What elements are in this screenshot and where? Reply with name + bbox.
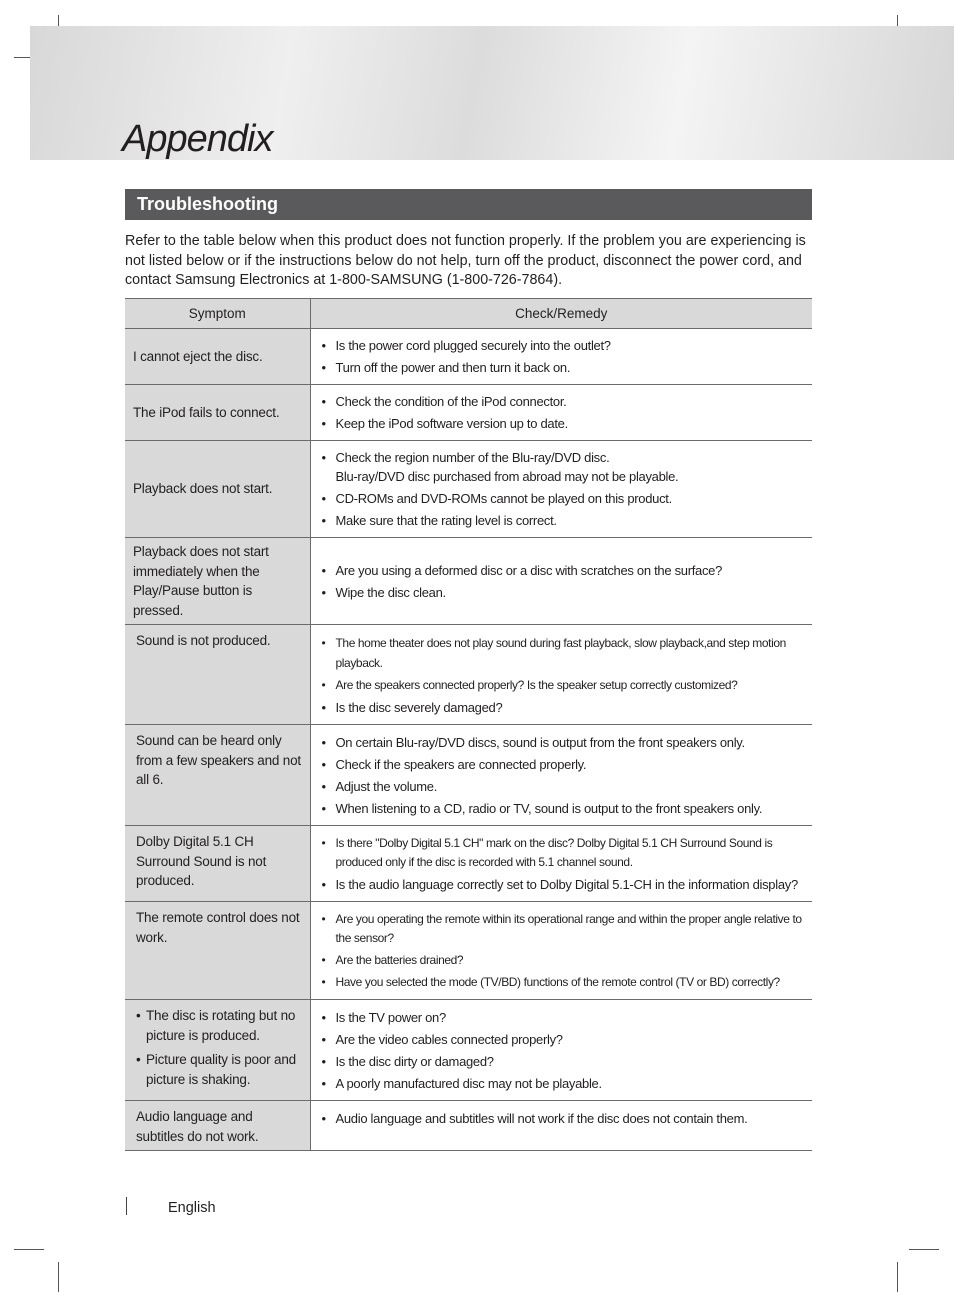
table-row (125, 1000, 812, 1101)
symptom-cell: The iPod fails to connect. (125, 385, 310, 441)
symptom-item: • Picture quality is poor and picture is shaking. (136, 1050, 302, 1089)
crop-mark (897, 1262, 898, 1292)
remedy-item: • Have you selected the mode (TV/BD) functions of the remote control (TV or BD) correctly? (321, 973, 803, 992)
remedy-item: • Are you using a deformed disc or a disc with scratches on the surface? (321, 561, 803, 580)
table-row (125, 725, 812, 826)
symptom-cell: The remote control does not work. (125, 902, 310, 1000)
remedy-item (321, 448, 803, 486)
remedy-item: • The home theater does not play sound during fast playback, slow playback,and step motion playback. (321, 633, 803, 673)
table-row (125, 441, 812, 538)
symptom-cell (125, 1000, 310, 1101)
remedy-cell (310, 902, 812, 1000)
remedy-item: • Are the video cables connected properly? (321, 1030, 803, 1049)
table-header-row (125, 299, 812, 329)
remedy-cell (310, 826, 812, 902)
remedy-item: • Is the power cord plugged securely into the outlet? (321, 336, 803, 355)
symptom-cell: Playback does not start. (125, 441, 310, 538)
crop-mark (58, 1262, 59, 1292)
remedy-cell (310, 1101, 812, 1151)
remedy-item: • Make sure that the rating level is correct. (321, 511, 803, 530)
remedy-item: • Are the speakers connected properly? Is the speaker setup correctly customized? (321, 676, 803, 695)
remedy-cell (310, 385, 812, 441)
column-header-remedy: Check/Remedy (310, 299, 812, 329)
crop-mark (909, 1249, 939, 1250)
symptom-item: • The disc is rotating but no picture is produced. (136, 1006, 302, 1045)
column-header-symptom: Symptom (125, 299, 310, 329)
remedy-item: • Are the batteries drained? (321, 951, 803, 970)
remedy-cell (310, 329, 812, 385)
crop-mark (14, 1249, 44, 1250)
table-row (125, 826, 812, 902)
remedy-item: • Are you operating the remote within its operational range and within the proper angle relative to the sensor? (321, 910, 803, 948)
remedy-item: • On certain Blu-ray/DVD discs, sound is output from the front speakers only. (321, 733, 803, 752)
symptom-cell: Sound is not produced. (125, 625, 310, 725)
remedy-item: • Keep the iPod software version up to date. (321, 414, 803, 433)
remedy-subtext: Blu-ray/DVD disc purchased from abroad may not be playable. (335, 469, 679, 484)
remedy-cell (310, 538, 812, 625)
symptom-cell: I cannot eject the disc. (125, 329, 310, 385)
table-row (125, 902, 812, 1000)
symptom-cell: Dolby Digital 5.1 CH Surround Sound is not produced. (125, 826, 310, 902)
remedy-cell (310, 725, 812, 826)
table-row (125, 538, 812, 625)
remedy-cell (310, 1000, 812, 1101)
remedy-cell (310, 625, 812, 725)
remedy-item: • Audio language and subtitles will not work if the disc does not contain them. (321, 1109, 803, 1128)
remedy-item: • Is the TV power on? (321, 1008, 803, 1027)
remedy-cell (310, 441, 812, 538)
remedy-item: • A poorly manufactured disc may not be playable. (321, 1074, 803, 1093)
remedy-item: • Is the disc dirty or damaged? (321, 1052, 803, 1071)
remedy-item: • Turn off the power and then turn it back on. (321, 358, 803, 377)
section-title: Troubleshooting (125, 189, 812, 220)
table-row (125, 1101, 812, 1151)
remedy-text: Check the region number of the Blu-ray/DVD disc. (335, 450, 610, 465)
symptom-cell: Sound can be heard only from a few speakers and not all 6. (125, 725, 310, 826)
table-row (125, 625, 812, 725)
intro-paragraph: Refer to the table below when this product does not function properly. If the problem you are experiencing is not listed below or if the instructions below do not help, turn off the product, disconnect the power cord, and contact Samsung Electronics at 1-800-SAMSUNG (1-800-726-7864). (125, 233, 806, 288)
remedy-item: • When listening to a CD, radio or TV, sound is output to the front speakers only. (321, 799, 803, 818)
remedy-item: • Adjust the volume. (321, 777, 803, 796)
footer-language: English (168, 1200, 216, 1216)
symptom-cell: Playback does not start immediately when the Play/Pause button is pressed. (125, 538, 310, 625)
remedy-item: • Check the condition of the iPod connector. (321, 392, 803, 411)
remedy-item: • CD-ROMs and DVD-ROMs cannot be played on this product. (321, 489, 803, 508)
page-title: Appendix (122, 118, 273, 160)
remedy-item: • Check if the speakers are connected properly. (321, 755, 803, 774)
table-row (125, 329, 812, 385)
symptom-cell: Audio language and subtitles do not work. (125, 1101, 310, 1151)
remedy-item: • Is the audio language correctly set to Dolby Digital 5.1-CH in the information display? (321, 875, 803, 894)
remedy-item: • Wipe the disc clean. (321, 583, 803, 602)
remedy-item: • Is the disc severely damaged? (321, 698, 803, 717)
table-row (125, 385, 812, 441)
remedy-item: • Is there "Dolby Digital 5.1 CH" mark on the disc? Dolby Digital 5.1 CH Surround Sound is produced only if the disc is recorded with 5.1 channel sound. (321, 834, 803, 872)
troubleshooting-table (125, 298, 812, 1151)
footer-divider (126, 1197, 127, 1215)
